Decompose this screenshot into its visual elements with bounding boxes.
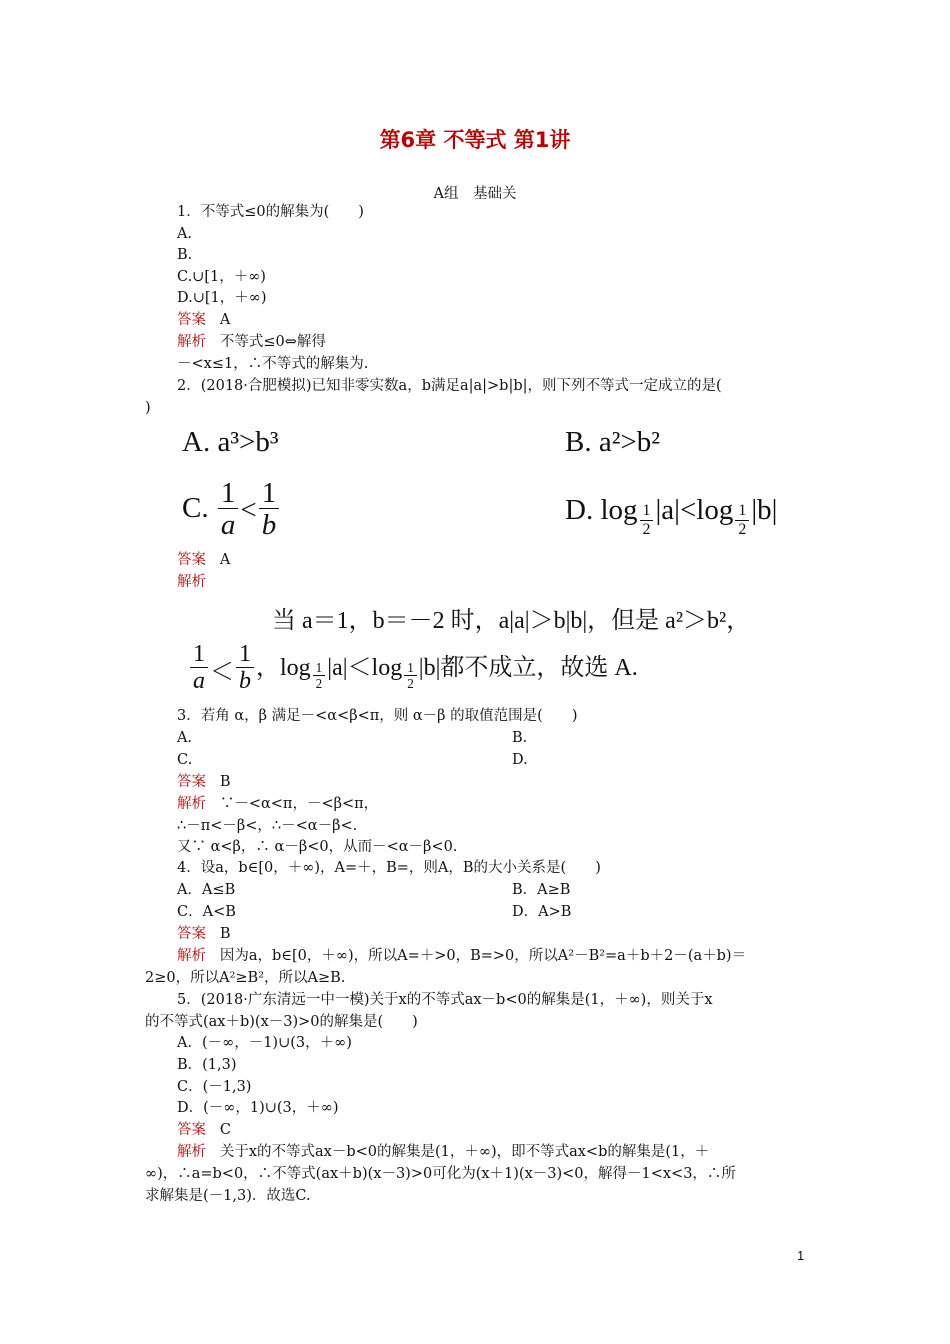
- explanation-label: 解析: [177, 796, 206, 812]
- explanation-label: 解析: [177, 948, 206, 964]
- q1-explanation: [177, 332, 326, 352]
- fraction-1-over-b: $\frac{1}{b}$: [236, 642, 254, 696]
- q2-option-d: D. log $\frac{1}{2}$ |a|<log $\frac{1}{2}$ |b|: [565, 494, 778, 538]
- q2-option-b: B. a²>b²: [565, 426, 660, 458]
- q3-option-c: C.: [177, 752, 193, 768]
- q2-stem: 2．(2018·合肥模拟)已知非零实数a，b满足a|a|>b|b|，则下列不等式一定成立的是(: [177, 378, 722, 394]
- q1-explanation-2: －<x≤1，∴不等式的解集为.: [177, 356, 369, 372]
- answer-label: 答案: [177, 926, 206, 942]
- q1-option-c: C.∪[1，＋∞): [177, 269, 266, 285]
- fraction-1-over-a: $\frac{1}{a}$: [218, 478, 239, 543]
- q5-option-d: D．(－∞，1)∪(3，＋∞): [177, 1100, 339, 1116]
- q4-stem: 4．设a，b∈[0，＋∞)，A=＋，B=，则A，B的大小关系是( ): [177, 860, 601, 876]
- option-label: C.: [182, 492, 209, 525]
- q2-option-c: C. $\frac{1}{a}$ < $\frac{1}{b}$: [182, 478, 281, 543]
- q3-option-b: B.: [512, 730, 528, 746]
- q2-explanation-line2: $\frac{1}{a}$ ＜ $\frac{1}{b}$ ，log $\frac{1}{2}$ |a|＜log $\frac{1}{2}$ |b|都不成立，故选 A.: [188, 642, 638, 696]
- q5-option-a: A．(－∞，－1)∪(3，＋∞): [177, 1035, 352, 1051]
- explanation-label: 解析: [177, 1144, 206, 1160]
- q5-answer: [177, 1120, 231, 1140]
- q4-explanation: [177, 946, 746, 966]
- q3-answer: [177, 772, 230, 792]
- q1-answer: [177, 310, 230, 330]
- q4-option-c: C．A<B: [177, 904, 236, 920]
- q5-explanation-2: ∞)，∴a=b<0，∴不等式(ax＋b)(x－3)>0可化为(x＋1)(x－3)<0，解得－1<x<3，∴所: [145, 1166, 736, 1182]
- explanation-text: ∵－<α<π，－<β<π，: [219, 796, 379, 812]
- answer-value: C: [219, 1122, 231, 1138]
- q5-explanation-3: 求解集是(－1,3)．故选C.: [145, 1188, 311, 1204]
- q3-explanation-3: 又∵ α<β，∴ α－β<0，从而－<α－β<0.: [177, 839, 458, 855]
- q1-option-a: A.: [177, 226, 193, 242]
- explanation-text: 因为a，b∈[0，＋∞)，所以A=＋>0，B=>0，所以A²－B²=a＋b＋2－(a＋b)＝: [219, 948, 747, 964]
- fraction-1-over-b: $\frac{1}{b}$: [259, 478, 280, 543]
- answer-label: 答案: [177, 312, 206, 328]
- q4-explanation-2: 2≥0，所以A²≥B²，所以A≥B.: [145, 970, 346, 986]
- chapter-title: 第6章 不等式 第1讲: [379, 128, 571, 152]
- answer-value: B: [219, 926, 231, 942]
- q5-option-b: B．(1,3): [177, 1057, 237, 1073]
- fraction-1-over-a: $\frac{1}{a}$: [190, 642, 208, 696]
- answer-label: 答案: [177, 774, 206, 790]
- answer-label: 答案: [177, 552, 206, 568]
- q1-stem: 1．不等式≤0的解集为( ): [177, 204, 364, 220]
- q2-explanation-label: 解析: [177, 574, 206, 590]
- explanation-text: 不等式≤0⇔解得: [219, 334, 326, 350]
- q3-explanation-2: ∴－π<－β<，∴－<α－β<.: [177, 818, 358, 834]
- explanation-text: 关于x的不等式ax－b<0的解集是(1，＋∞)，即不等式ax<b的解集是(1，＋: [219, 1144, 710, 1160]
- page-number: 1: [797, 1248, 805, 1263]
- q1-option-d: D.∪[1，＋∞): [177, 290, 267, 306]
- q5-stem-2: 的不等式(ax＋b)(x－3)>0的解集是( ): [145, 1014, 418, 1030]
- q5-option-c: C．(－1,3): [177, 1079, 252, 1095]
- q2-stem-2: ): [145, 400, 151, 416]
- q4-option-b: B．A≥B: [512, 882, 571, 898]
- q2-answer: [177, 550, 230, 570]
- q3-explanation: [177, 794, 378, 814]
- answer-value: B: [219, 774, 231, 790]
- explanation-label: 解析: [177, 334, 206, 350]
- q5-explanation: [177, 1142, 709, 1162]
- q3-stem: 3．若角 α，β 满足－<α<β<π，则 α－β 的取值范围是( ): [177, 708, 578, 724]
- q5-stem: 5．(2018·广东清远一中一模)关于x的不等式ax－b<0的解集是(1，＋∞)，则关于x: [177, 992, 713, 1008]
- q2-option-a: A. a³>b³: [182, 426, 279, 458]
- group-heading: A组 基础关: [433, 186, 517, 202]
- answer-value: A: [219, 552, 231, 568]
- q4-answer: [177, 924, 230, 944]
- q4-option-a: A．A≤B: [177, 882, 236, 898]
- q3-option-a: A.: [177, 730, 193, 746]
- q2-explanation-line1: 当 a＝1，b＝－2 时，a|a|＞b|b|，但是 a²＞b²，: [272, 608, 751, 634]
- answer-label: 答案: [177, 1122, 206, 1138]
- answer-value: A: [219, 312, 231, 328]
- q1-option-b: B.: [177, 247, 193, 263]
- q4-option-d: D．A>B: [512, 904, 572, 920]
- q3-option-d: D.: [512, 752, 528, 768]
